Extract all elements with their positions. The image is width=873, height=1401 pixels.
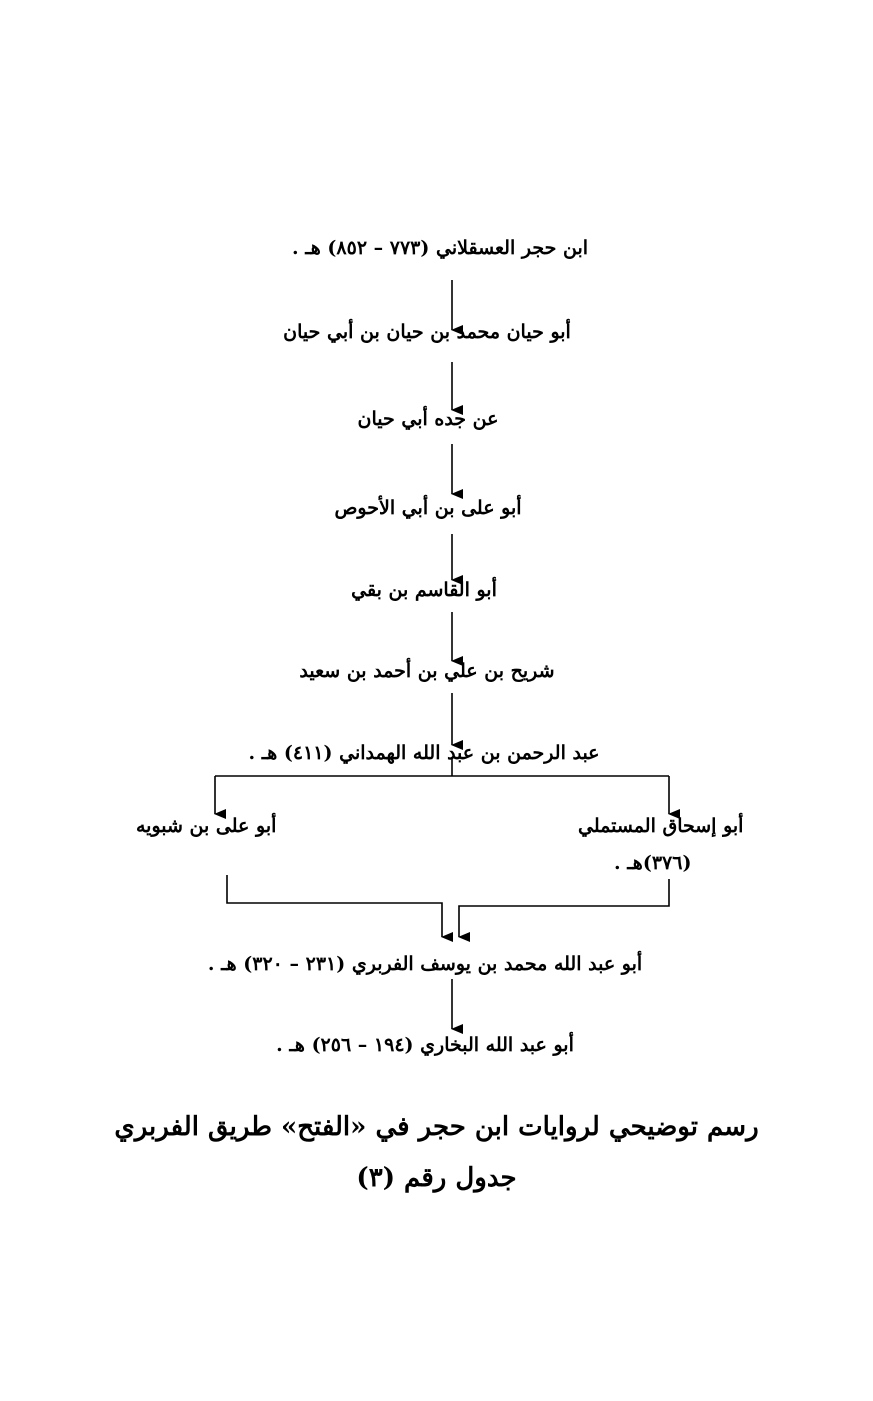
node-mustamli: أبو إسحاق المستملي [578,815,744,837]
node-shabbawayh: أبو على بن شبويه [136,815,277,837]
node-bukhari: أبو عبد الله البخاري (١٩٤ – ٢٥٦) هـ . [276,1034,574,1056]
merge-left [227,875,442,937]
node-ibn-hajar: ابن حجر العسقلاني (٧٧٣ – ٨٥٢) هـ . [291,237,589,259]
node-mustamli-date: (٣٧٦)هـ . [614,852,692,874]
node-abu-al-qasim: أبو القاسم بن بقي [351,579,497,601]
merge-right [459,879,669,937]
node-hamadani: عبد الرحمن بن عبد الله الهمداني (٤١١) هـ . [248,742,600,764]
node-firabri: أبو عبد الله محمد بن يوسف الفربري (٢٣١ – ٣٢٠) هـ . [207,953,643,975]
node-jaddihi: عن جده أبي حيان [357,408,499,430]
caption-table-number: جدول رقم (٣) [356,1163,517,1193]
caption-title: رسم توضيحي لروايات ابن حجر في «الفتح» طريق الفربري [114,1112,759,1142]
node-abu-hayyan: أبو حيان محمد بن حيان بن أبي حيان [283,321,571,343]
node-shurayh: شريح بن علي بن أحمد بن سعيد [299,660,555,682]
node-abu-ali-ahwas: أبو على بن أبي الأحوص [334,497,522,519]
